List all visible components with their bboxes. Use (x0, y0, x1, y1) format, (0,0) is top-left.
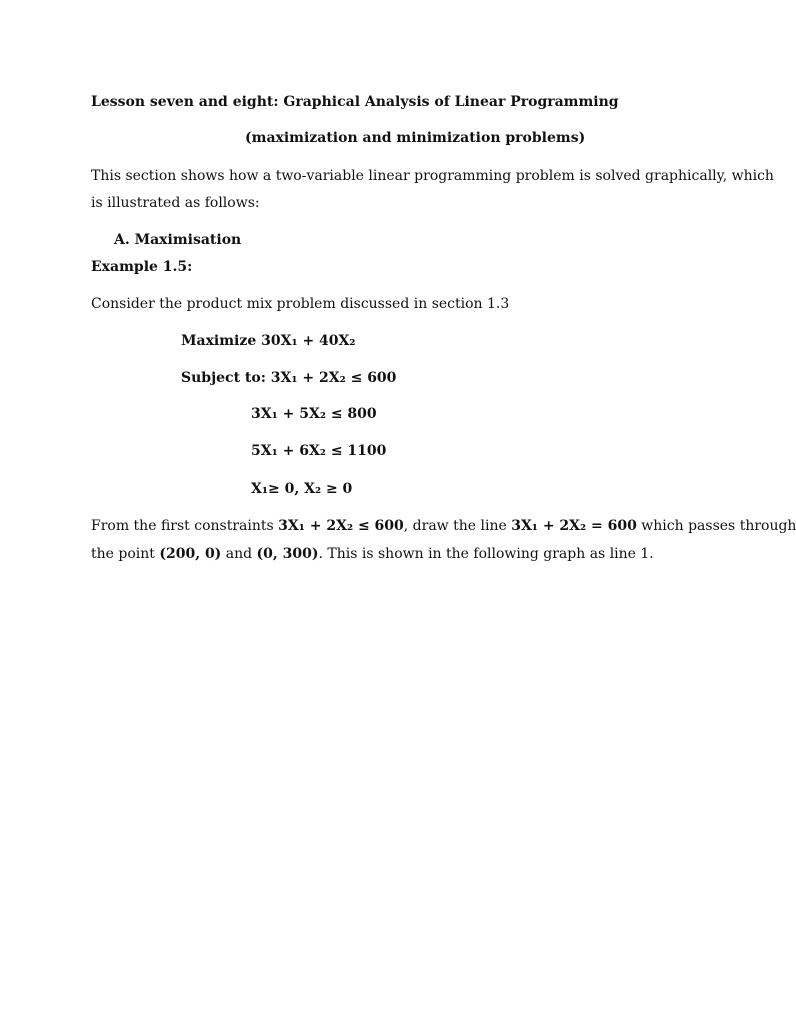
conclusion-text: From the first constraints (91, 518, 279, 534)
conclusion-line-2 (91, 545, 654, 563)
lesson-title: Lesson seven and eight: Graphical Analysis of Linear Programming (91, 94, 619, 110)
example-intro: Consider the product mix problem discussed in section 1.3 (91, 296, 510, 312)
conclusion-text: , draw the line (403, 518, 512, 534)
conclusion-text: . This is shown in the following graph as line 1. (318, 546, 654, 562)
constraint-2: 3X₁ + 5X₂ ≤ 800 (251, 406, 377, 422)
intro-line-1: This section shows how a two-variable linear programming problem is solved graphically, which (91, 168, 774, 184)
constraint-3: 5X₁ + 6X₂ ≤ 1100 (251, 443, 387, 459)
non-negativity-constraint: X₁≥ 0, X₂ ≥ 0 (251, 481, 353, 497)
conclusion-text: which passes through (636, 518, 796, 534)
constraint-1: Subject to: 3X₁ + 2X₂ ≤ 600 (181, 370, 397, 386)
line-equation: 3X₁ + 2X₂ = 600 (511, 518, 637, 534)
intercept-point-y: (0, 300) (256, 546, 319, 562)
intercept-point-x: (200, 0) (159, 546, 222, 562)
lesson-subtitle: (maximization and minimization problems) (245, 130, 586, 146)
conclusion-text: the point (91, 546, 160, 562)
conclusion-text: and (221, 546, 257, 562)
example-label: Example 1.5: (91, 259, 193, 275)
section-heading-maximisation: A. Maximisation (114, 232, 242, 248)
objective-function: Maximize 30X₁ + 40X₂ (181, 333, 356, 349)
constraint-reference: 3X₁ + 2X₂ ≤ 600 (278, 518, 404, 534)
intro-line-2: is illustrated as follows: (91, 195, 260, 211)
conclusion-line-1 (91, 517, 796, 535)
